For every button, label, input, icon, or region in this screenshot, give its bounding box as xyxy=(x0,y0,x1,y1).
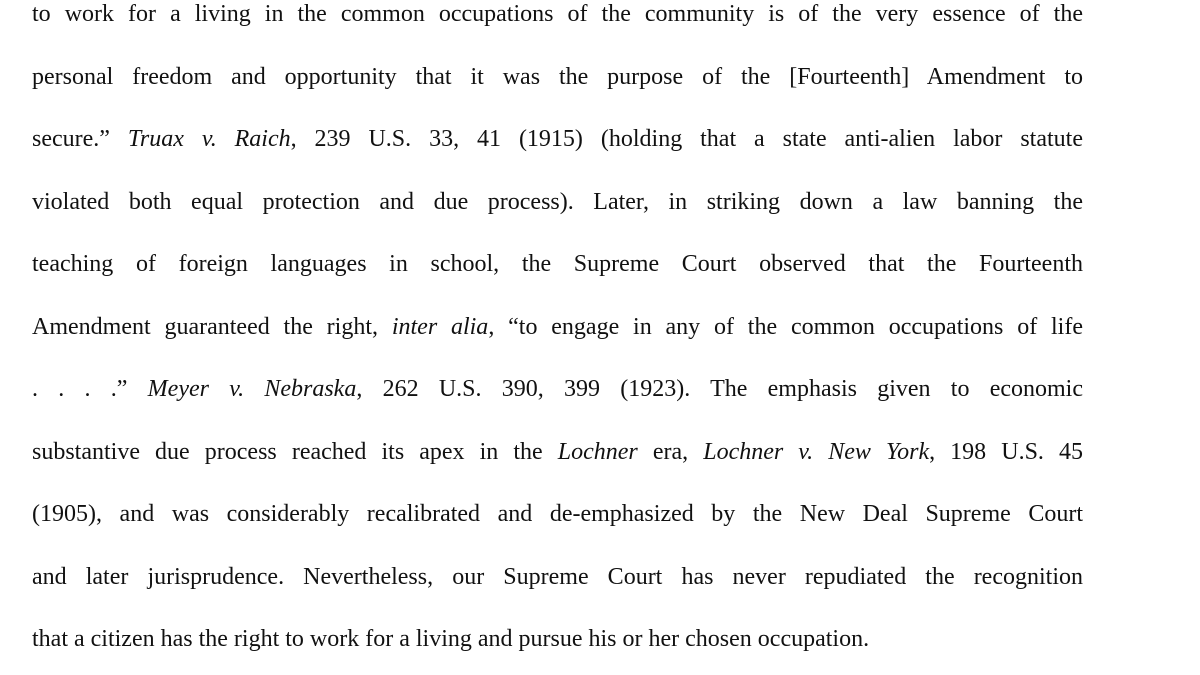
text-line-10 xyxy=(32,560,1083,594)
text-run: violated both equal protection and due process). Later, in striking down a law banning the xyxy=(32,189,1083,215)
text-line-1 xyxy=(32,0,1083,31)
text-run: . . . .” xyxy=(32,376,148,402)
text-line-9 xyxy=(32,497,1083,531)
latin-phrase-italic: inter alia xyxy=(391,314,489,340)
text-line-4 xyxy=(32,185,1083,219)
text-run: , “to engage in any of the common occupations of life xyxy=(488,314,1083,340)
text-run: Amendment guaranteed the right, xyxy=(32,314,392,340)
case-name-italic: Lochner xyxy=(557,439,638,465)
text-run: era, xyxy=(637,439,704,465)
text-line-7 xyxy=(32,372,1083,406)
case-citation-italic: Lochner v. New York xyxy=(703,439,930,465)
text-run: (1905), and was considerably recalibrated and de-emphasized by the New Deal Supreme Court xyxy=(32,501,1083,527)
text-run: teaching of foreign languages in school, the Supreme Court observed that the Fourteenth xyxy=(32,251,1083,277)
text-line-8 xyxy=(32,435,1083,469)
text-run: to work for a living in the common occupations of the community is of the very essence of the xyxy=(32,1,1083,27)
text-line-3 xyxy=(32,122,1083,156)
text-run: substantive due process reached its apex in the xyxy=(32,439,558,465)
text-line-6 xyxy=(32,310,1083,344)
text-run: , 262 U.S. 390, 399 (1923). The emphasis given to economic xyxy=(356,376,1083,402)
text-run: secure.” xyxy=(32,126,128,152)
text-line-11 xyxy=(32,622,1083,656)
case-citation-italic: Meyer v. Nebraska xyxy=(147,376,357,402)
text-line-2 xyxy=(32,60,1083,94)
case-citation-italic: Truax v. Raich xyxy=(127,126,291,152)
text-run: , 198 U.S. 45 xyxy=(929,439,1084,465)
text-run: that a citizen has the right to work for a living and pursue his or her chosen occupation. xyxy=(32,626,870,652)
text-line-5 xyxy=(32,247,1083,281)
text-run: personal freedom and opportunity that it was the purpose of the [Fourteenth] Amendment to xyxy=(32,64,1083,90)
text-run: and later jurisprudence. Nevertheless, our Supreme Court has never repudiated the recognition xyxy=(32,564,1083,590)
text-run: , 239 U.S. 33, 41 (1915) (holding that a state anti-alien labor statute xyxy=(290,126,1083,152)
